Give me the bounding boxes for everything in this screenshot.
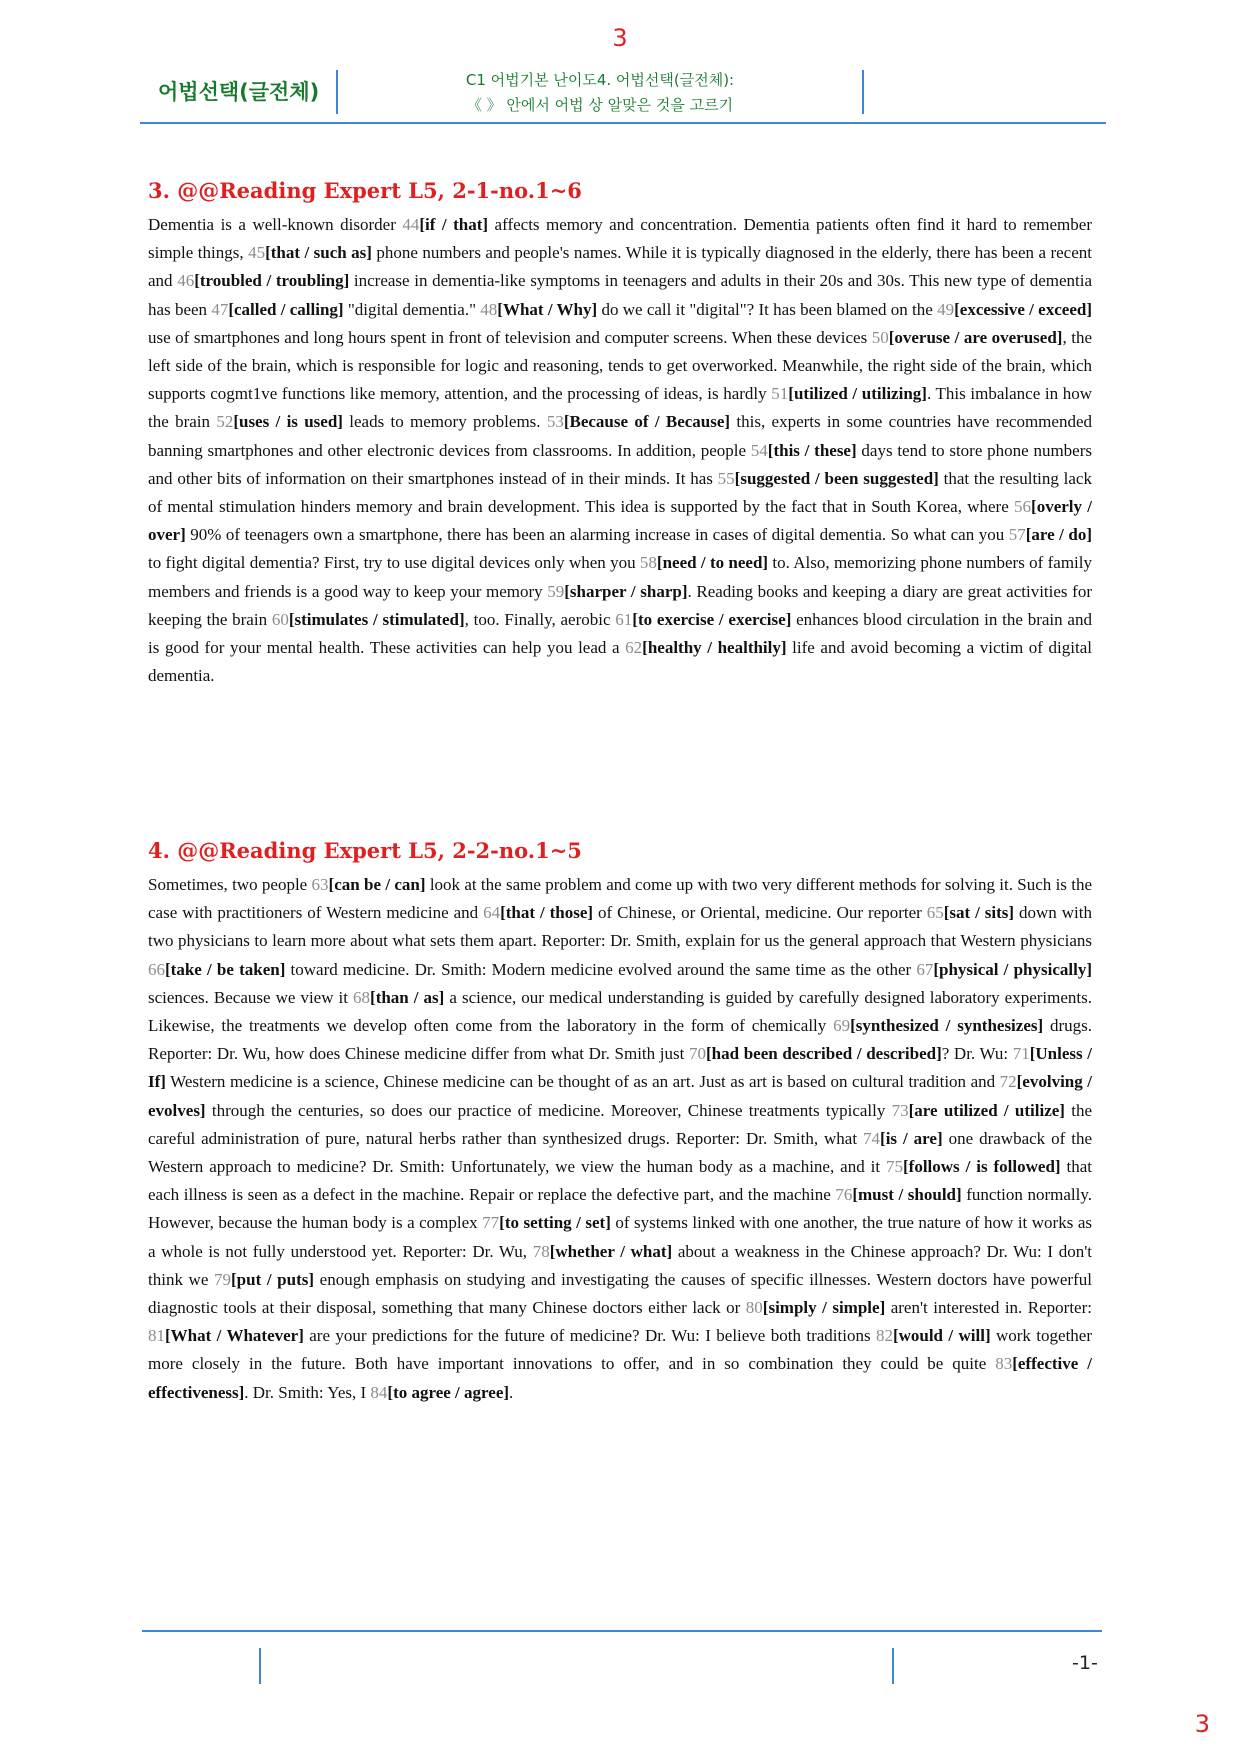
answer-choice: [simply / simple]	[762, 1298, 886, 1318]
question-number: 72	[999, 1072, 1017, 1092]
answer-choice: [had been described / described]	[705, 1044, 942, 1064]
header-rule	[140, 122, 1106, 124]
section-3	[148, 178, 1092, 690]
question-number: 83	[995, 1354, 1013, 1374]
answer-choice: [physical / physically]	[933, 959, 1092, 979]
answer-choice: [utilized / utilizing]	[788, 384, 927, 404]
question-number: 71	[1012, 1044, 1030, 1064]
question-number: 44	[402, 215, 420, 234]
footer-divider-right	[892, 1648, 894, 1684]
header-instruction-line1: C1 어법기본 난이도4. 어법선택(글전체):	[465, 71, 735, 89]
answer-choice: [than / as]	[370, 987, 445, 1007]
question-number: 69	[833, 1016, 851, 1036]
question-number: 55	[717, 468, 735, 488]
question-number: 51	[771, 384, 789, 404]
question-number: 50	[871, 327, 889, 347]
page-number-top: 3	[612, 24, 628, 52]
footer-divider-left	[259, 1648, 261, 1684]
answer-choice: [suggested / been suggested]	[734, 468, 939, 488]
question-number: 64	[483, 903, 501, 923]
question-number: 46	[177, 271, 195, 291]
answer-choice: [if / that]	[419, 215, 489, 234]
header-divider-left	[336, 70, 338, 114]
answer-choice: [whether / what]	[549, 1241, 673, 1261]
answer-choice: [take / be taken]	[165, 959, 286, 979]
answer-choice: [can be / can]	[328, 875, 426, 894]
answer-choice: [stimulates / stimulated]	[288, 609, 465, 629]
question-number: 49	[937, 299, 955, 319]
question-number: 66	[148, 959, 165, 979]
question-number: 62	[625, 638, 643, 658]
answer-choice: [sat / sits]	[943, 903, 1015, 923]
question-number: 47	[211, 299, 229, 319]
answer-choice: [uses / is used]	[233, 412, 343, 432]
header-instruction-line2: 《 》 안에서 어법 상 알맞은 것을 고르기	[466, 96, 734, 114]
section-title: 4. @@Reading Expert L5, 2-2-no.1~5	[148, 838, 582, 863]
answer-choice: [sharper / sharp]	[564, 581, 688, 601]
question-number: 56	[1014, 497, 1032, 517]
answer-choice: [that / such as]	[265, 243, 372, 263]
question-number: 79	[214, 1269, 231, 1289]
answer-choice: [overly / over]	[148, 497, 1092, 545]
question-number: 78	[532, 1241, 550, 1261]
question-number: 76	[835, 1185, 853, 1205]
answer-choice: [would / will]	[892, 1326, 991, 1346]
header-title: 어법선택(글전체)	[158, 80, 320, 104]
answer-choice: [is / are]	[880, 1128, 943, 1148]
question-number: 52	[216, 412, 234, 432]
question-number: 63	[311, 875, 329, 894]
answer-choice: [need / to need]	[656, 553, 769, 573]
question-number: 84	[370, 1382, 388, 1402]
question-number: 65	[926, 903, 944, 923]
passage-text: Sometimes, two people 63[can be / can] look at the same problem and come up with two very different methods for solving it. Such is the case with practitioners of Western medicine and 64[that / those] of Chinese, or Oriental, medicine. Our reporter 65[sat / sits] down with two physicians to learn more about what sets them apart. Reporter: Dr. Smith, explain for us the general approach that Western physicians 66[take / be taken] toward medicine. Dr. Smith: Modern medicine evolved around the same time as the other 67[physical / physically] sciences. Because we view it 68[than / as] a science, our medical understanding is guided by carefully designed laboratory experiments. Likewise, the treatments we develop often come from the laboratory in the form of chemically 69[synthesized / synthesizes] drugs. Reporter: Dr. Wu, how does Chinese medicine differ from what Dr. Smith just 70[had been described / described]? Dr. Wu: 71[Unless / If] Western medicine is a science, Chinese medicine can be thought of as an art. Just as art is based on cultural tradition and 72[evolving / evolves] through the centuries, so does our practice of medicine. Moreover, Chinese treatments typically 73[are utilized / utilize] the careful administration of pure, natural herbs rather than synthesized drugs. Reporter: Dr. Smith, what 74[is / are] one drawback of the Western approach to medicine? Dr. Smith: Unfortunately, we view the human body as a machine, and it 75[follows / is followed] that each illness is seen as a defect in the machine. Repair or replace the defective part, and the machine 76[must / should] function normally. However, because the human body is a complex 77[to setting / set] of systems linked with one another, the true nature of how it works as a whole is not fully understood yet. Reporter: Dr. Wu, 78[whether / what] about a weakness in the Chinese approach? Dr. Wu: I don't think we 79[put / puts] enough emphasis on studying and investigating the causes of specific illnesses. Western doctors have powerful diagnostic tools at their disposal, something that many Chinese doctors either lack or 80[simply / simple] aren't interested in. Reporter: 81[What / Whatever] are your predictions for the future of medicine? Dr. Wu: I believe both traditions 82[would / will] work together more closely in the future. Both have important innovations to offer, and in so combination they could be quite 83[effective / effectiveness]. Dr. Smith: Yes, I 84[to agree / agree].	[148, 875, 1093, 1402]
answer-choice: [troubled / troubling]	[194, 271, 350, 291]
question-number: 45	[248, 243, 266, 263]
answer-choice: [that / those]	[500, 903, 594, 923]
question-number: 58	[639, 553, 657, 573]
question-number: 74	[863, 1128, 881, 1148]
header-divider-right	[862, 70, 864, 114]
question-number: 48	[480, 299, 498, 319]
question-number: 73	[891, 1100, 909, 1120]
question-number: 70	[688, 1044, 706, 1064]
question-number: 59	[547, 581, 565, 601]
question-number: 54	[750, 440, 768, 460]
question-number: 60	[271, 609, 289, 629]
answer-choice: [overuse / are overused]	[888, 327, 1063, 347]
answer-choice: [this / these]	[767, 440, 857, 460]
question-number: 75	[886, 1157, 903, 1177]
answer-choice: [to exercise / exercise]	[632, 609, 792, 629]
answer-choice: [put / puts]	[231, 1269, 315, 1289]
question-number: 68	[353, 987, 371, 1007]
question-number: 67	[916, 959, 934, 979]
answer-choice: [What / Whatever]	[165, 1326, 304, 1346]
answer-choice: [to setting / set]	[499, 1213, 611, 1233]
question-number: 61	[615, 609, 633, 629]
footer-rule	[142, 1630, 1102, 1632]
answer-choice: [evolving / evolves]	[148, 1072, 1092, 1120]
answer-choice: [effective / effectiveness]	[148, 1354, 1092, 1402]
question-number: 53	[546, 412, 564, 432]
answer-choice: [must / should]	[852, 1185, 962, 1205]
answer-choice: [Because of / Because]	[563, 412, 731, 432]
answer-choice: [synthesized / synthesizes]	[850, 1016, 1044, 1036]
answer-choice: [are utilized / utilize]	[908, 1100, 1065, 1120]
answer-choice: [follows / is followed]	[903, 1157, 1061, 1177]
answer-choice: [called / calling]	[228, 299, 344, 319]
question-number: 57	[1008, 525, 1026, 545]
page-number-bottom: 3	[1194, 1710, 1210, 1738]
header-instructions	[360, 68, 840, 118]
passage-text: Dementia is a well-known disorder 44[if / that] affects memory and concentration. Dementia patients often find it hard to remember simple things, 45[that / such as] phone numbers and people's names. While it is typically diagnosed in the elderly, there has been a recent and 46[troubled / troubling] increase in dementia-like symptoms in teenagers and adults in their 20s and 30s. This new type of dementia has been 47[called / calling] "digital dementia." 48[What / Why] do we call it "digital"? It has been blamed on the 49[excessive / exceed] use of smartphones and long hours spent in front of television and computer screens. When these devices 50[overuse / are overused], the left side of the brain, which is responsible for logic and reasoning, tends to get overworked. Meanwhile, the right side of the brain, which supports cogmt1ve functions like memory, attention, and the processing of ideas, is hardly 51[utilized / utilizing]. This imbalance in how the brain 52[uses / is used] leads to memory problems. 53[Because of / Because] this, experts in some countries have recommended banning smartphones and other electronic devices from classrooms. In addition, people 54[this / these] days tend to store phone numbers and other bits of information on their smartphones instead of in their minds. It has 55[suggested / been suggested] that the resulting lack of mental stimulation hinders memory and brain development. This idea is supported by the fact that in South Korea, where 56[overly / over] 90% of teenagers own a smartphone, there has been an alarming increase in cases of digital dementia. So what can you 57[are / do] to fight digital dementia? First, try to use digital devices only when you 58[need / to need] to. Also, memorizing phone numbers of family members and friends is a good way to keep your memory 59[sharper / sharp]. Reading books and keeping a diary are great activities for keeping the brain 60[stimulates / stimulated], too. Finally, aerobic 61[to exercise / exercise] enhances blood circulation in the brain and is good for your mental health. These activities can help you lead a 62[healthy / healthily] life and avoid becoming a victim of digital dementia.	[148, 215, 1092, 686]
section-title: 3. @@Reading Expert L5, 2-1-no.1~6	[148, 178, 582, 203]
answer-choice: [to agree / agree]	[387, 1382, 510, 1402]
answer-choice: [excessive / exceed]	[954, 299, 1092, 319]
question-number: 82	[875, 1326, 893, 1346]
question-number: 77	[482, 1213, 500, 1233]
section-4	[148, 838, 1092, 1407]
answer-choice: [are / do]	[1025, 525, 1092, 545]
answer-choice: [What / Why]	[497, 299, 598, 319]
answer-choice: [Unless / If]	[148, 1044, 1092, 1092]
question-number: 80	[745, 1298, 763, 1318]
question-number: 81	[148, 1326, 165, 1346]
page-header	[140, 64, 1106, 124]
answer-choice: [healthy / healthily]	[642, 638, 787, 658]
footer-page-number: -1-	[1072, 1652, 1098, 1674]
